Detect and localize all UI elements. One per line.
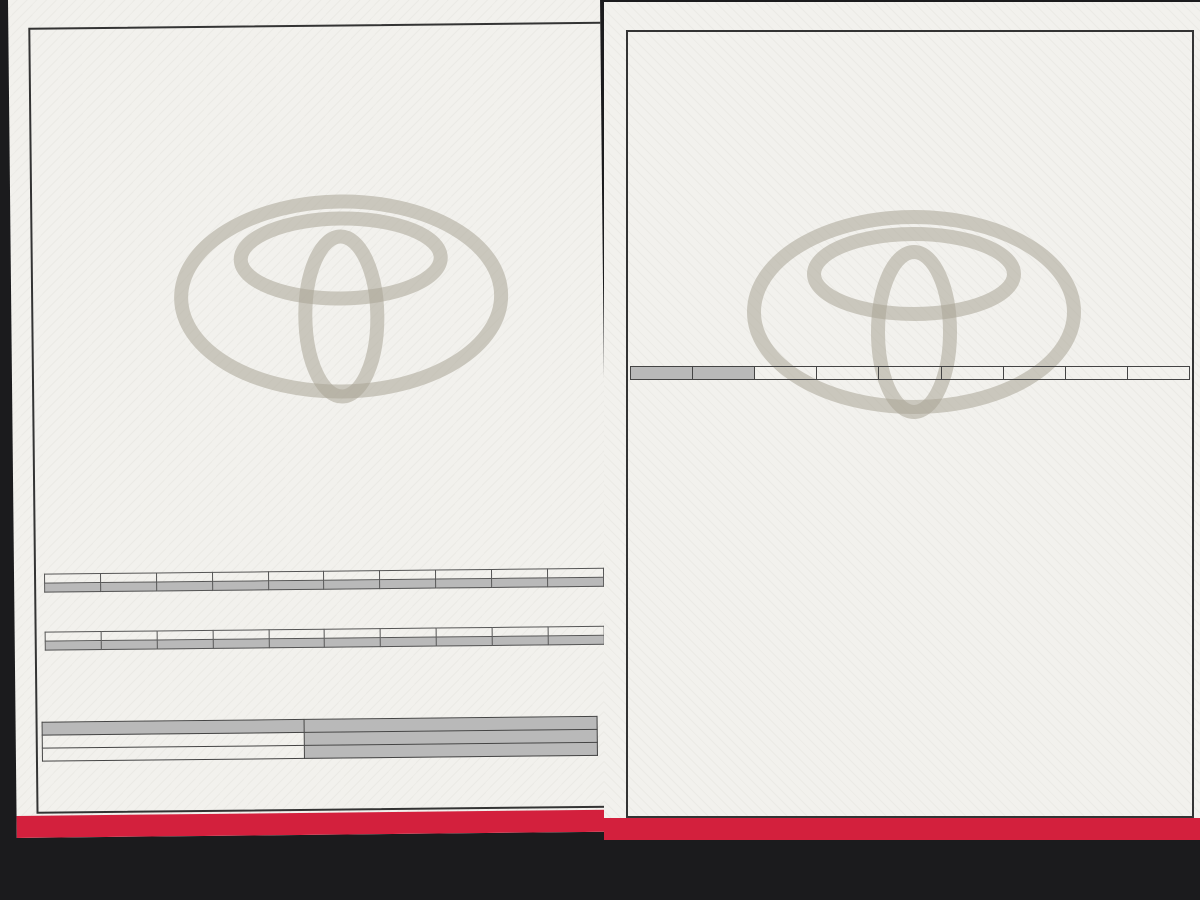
emissions-title xyxy=(631,367,693,380)
tyre-table xyxy=(42,716,598,762)
ratio-value-cell xyxy=(436,636,492,646)
tyre-value xyxy=(304,742,597,758)
red-edge xyxy=(17,810,609,838)
ratio-value-cell xyxy=(548,577,604,587)
ratio-value-cell xyxy=(45,641,101,651)
emissions-table-type1 xyxy=(630,366,1190,380)
emissions-type xyxy=(693,367,755,380)
ratio-value-cell xyxy=(100,582,156,592)
ratio-value-cell xyxy=(324,580,380,590)
ratio-value-cell xyxy=(548,635,604,645)
ratio-value-cell xyxy=(436,578,492,588)
right-frame xyxy=(626,30,1194,818)
emissions-empty-cell xyxy=(941,367,1003,380)
ratio-value-cell xyxy=(492,578,548,588)
right-page xyxy=(604,2,1200,840)
ratio-value-cell xyxy=(157,639,213,649)
ratio-value-cell xyxy=(45,583,101,593)
ratio-value-cell xyxy=(156,581,212,591)
red-edge xyxy=(604,818,1200,840)
ratio-value-cell xyxy=(492,636,548,646)
ratio-value-cell xyxy=(101,640,157,650)
ratio-value-cell xyxy=(212,581,268,591)
emissions-empty-cell xyxy=(755,367,817,380)
left-frame xyxy=(28,22,608,814)
ratio-value-cell xyxy=(380,579,436,589)
emissions-empty-cell xyxy=(1065,367,1127,380)
ratio-value-cell xyxy=(325,638,381,648)
ratio-value-cell xyxy=(269,638,325,648)
tyre-label xyxy=(42,745,304,761)
left-page xyxy=(8,0,609,838)
emissions-empty-cell xyxy=(817,367,879,380)
emissions-empty-cell xyxy=(879,367,941,380)
ratio-value-cell xyxy=(381,637,437,647)
emissions-empty-cell xyxy=(1127,367,1189,380)
ratio-value-cell xyxy=(268,580,324,590)
emissions-empty-cell xyxy=(1003,367,1065,380)
ratio-value-cell xyxy=(213,639,269,649)
